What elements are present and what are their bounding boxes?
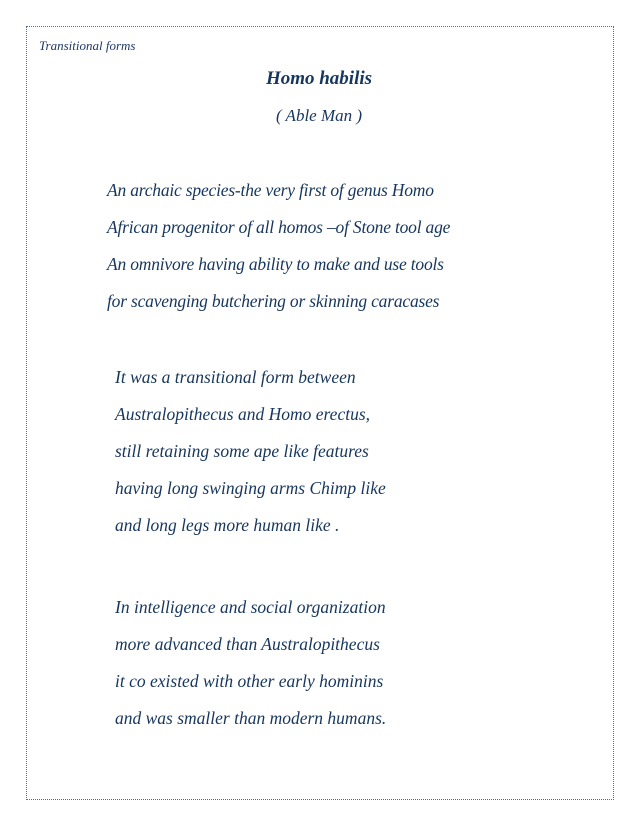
title-text: Homo habilis [265,68,373,89]
paragraph-line: An omnivore having ability to make and use tools [107,254,444,274]
paragraph-line: An archaic species-the very first of genus Homo [107,180,434,200]
paragraph-line: and was smaller than modern humans. [115,708,387,728]
paragraph-line: more advanced than Australopithecus [115,634,380,654]
paragraph-line: it co existed with other early hominins [115,671,384,691]
paragraph-line: African progenitor of all homos –of Stone tool age [107,217,451,237]
paragraph-line: having long swinging arms Chimp like [115,478,386,498]
paragraph-line: still retaining some ape like features [115,441,369,461]
header-label: Transitional forms [39,38,136,53]
page-subtitle: ( Able Man ) [275,106,363,125]
paragraph-transitional [115,359,386,544]
paragraph-line: It was a transitional form between [115,367,356,387]
paragraph-line: for scavenging butchering or skinning caracases [107,291,440,311]
paragraph-line: In intelligence and social organization [115,597,386,617]
paragraph-intelligence [115,589,386,737]
paragraph-line: and long legs more human like . [115,515,340,535]
page-title [0,68,638,90]
paragraph-intro [107,172,450,320]
paragraph-line: Australopithecus and Homo erectus, [115,404,371,424]
